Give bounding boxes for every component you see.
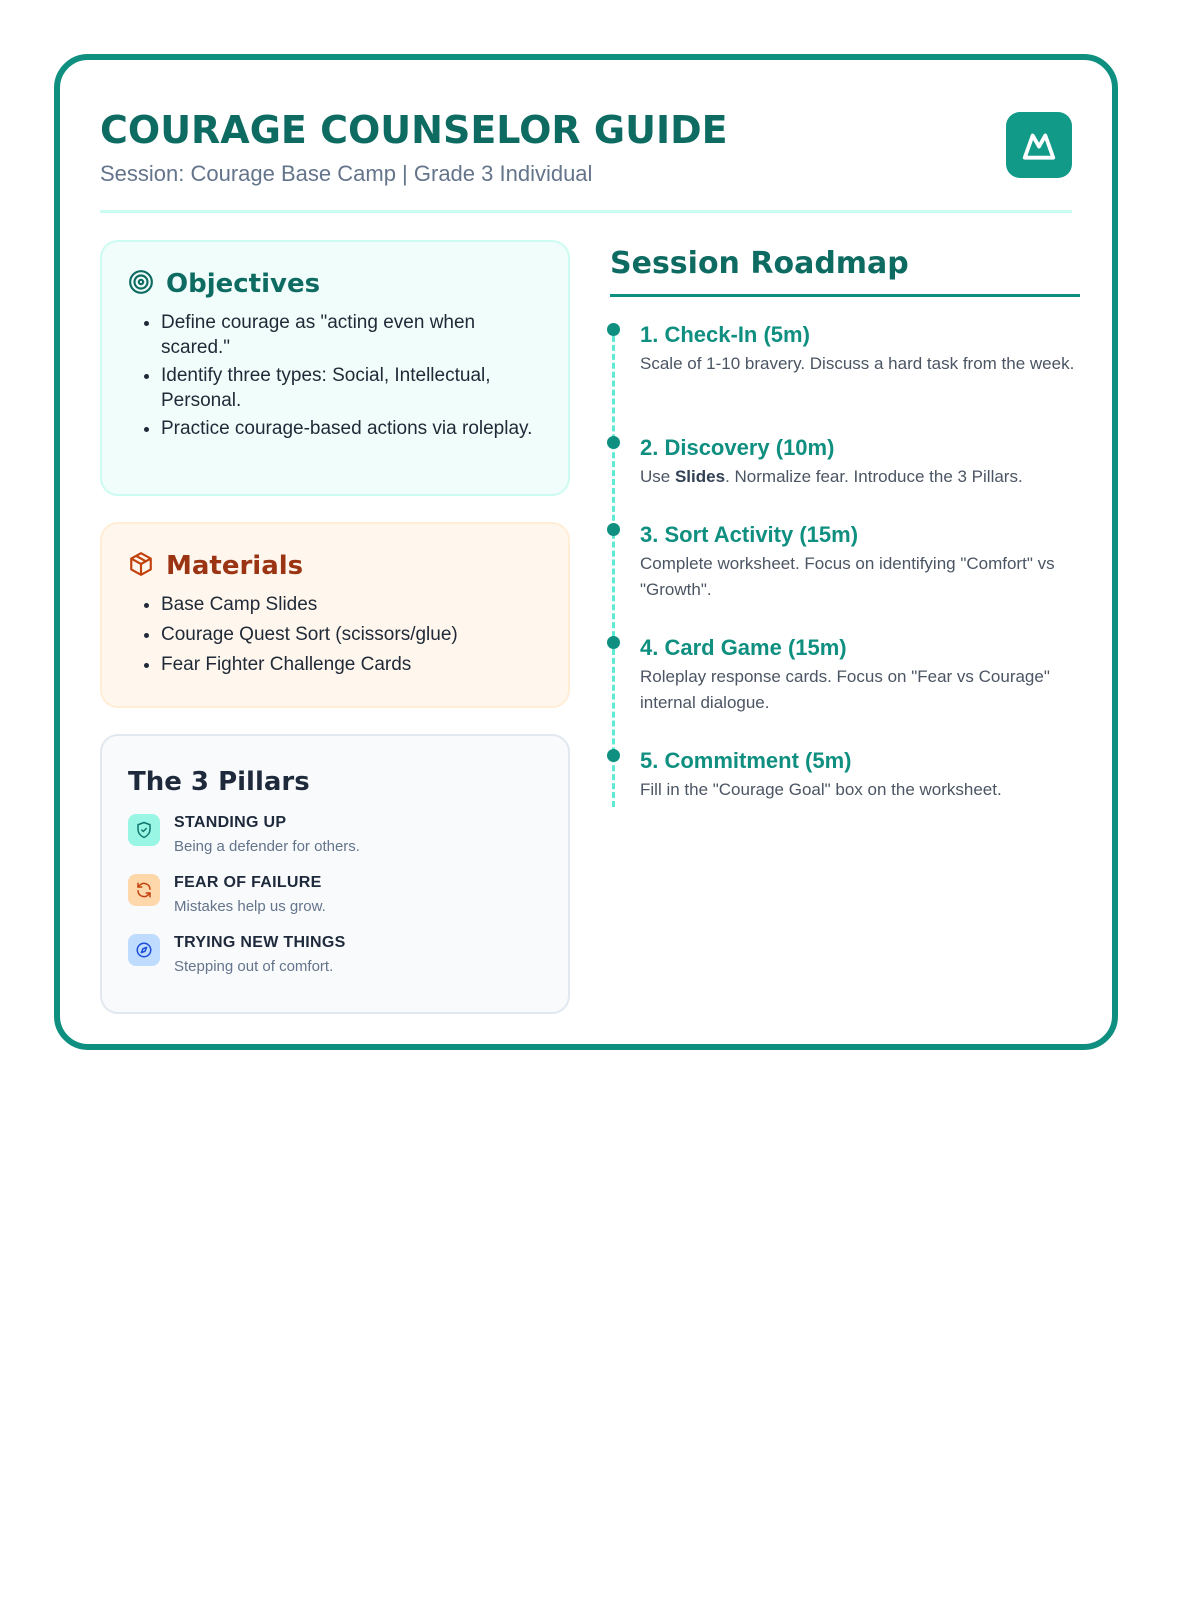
pillar-item: [128, 932, 542, 978]
pillar-desc: Being a defender for others.: [174, 838, 360, 855]
pillar-name: FEAR OF FAILURE: [174, 874, 322, 891]
step-desc: Complete worksheet. Focus on identifying "Comfort" vs "Growth".: [640, 554, 1055, 599]
timeline-dot: [607, 523, 620, 536]
shield-icon: [128, 814, 160, 846]
guide-card: [54, 54, 1118, 1050]
step-title: 1. Check-In (5m): [640, 322, 810, 347]
roadmap-timeline: [610, 321, 1080, 807]
step-title: 5. Commitment (5m): [640, 748, 852, 773]
target-icon: [128, 269, 154, 300]
roadmap-step: [610, 434, 1080, 521]
step-desc: Scale of 1-10 bravery. Discuss a hard task from the week.: [640, 354, 1075, 373]
pillar-name: STANDING UP: [174, 814, 287, 831]
list-item: • Courage Quest Sort (scissors/glue): [161, 622, 542, 647]
step-desc-text: . Normalize fear. Introduce the 3 Pillars.: [725, 467, 1023, 486]
objectives-list: [128, 310, 542, 441]
roadmap-step: [610, 747, 1080, 807]
objectives-header: [128, 268, 542, 300]
materials-header: [128, 550, 542, 582]
roadmap-title: Session Roadmap: [610, 244, 1080, 297]
step-desc: [640, 464, 1080, 490]
pillar-desc: Stepping out of comfort.: [174, 958, 334, 975]
roadmap-step: [610, 521, 1080, 634]
list-item: • Fear Fighter Challenge Cards: [161, 652, 542, 677]
page-title: COURAGE COUNSELOR GUIDE: [100, 108, 728, 152]
pillar-item: [128, 872, 542, 918]
step-desc-text: Use: [640, 467, 675, 486]
list-item: • Base Camp Slides: [161, 592, 542, 617]
materials-list: [128, 592, 542, 677]
left-column: [100, 240, 570, 1040]
materials-panel: [100, 522, 570, 708]
compass-icon: [128, 934, 160, 966]
pillars-title: The 3 Pillars: [128, 767, 310, 797]
pillar-name: TRYING NEW THINGS: [174, 934, 346, 951]
header: [100, 108, 1072, 218]
timeline-dot: [607, 636, 620, 649]
step-title: 3. Sort Activity (15m): [640, 522, 859, 547]
header-divider: [100, 210, 1072, 213]
list-item: • Practice courage-based actions via roleplay.: [161, 416, 542, 441]
pillar-desc: Mistakes help us grow.: [174, 898, 326, 915]
timeline-dot: [607, 749, 620, 762]
list-item: • Define courage as "acting even when scared.": [161, 310, 542, 360]
session-subtitle: Session: Courage Base Camp | Grade 3 Individual: [100, 161, 593, 186]
objectives-title: Objectives: [166, 269, 321, 299]
timeline-dot: [607, 436, 620, 449]
mountain-icon: [1006, 112, 1072, 178]
step-desc: Fill in the "Courage Goal" box on the worksheet.: [640, 780, 1002, 799]
roadmap-step: [610, 634, 1080, 747]
pillar-item: [128, 812, 542, 858]
step-title: 2. Discovery (10m): [640, 435, 835, 460]
box-icon: [128, 551, 154, 582]
step-title: 4. Card Game (15m): [640, 635, 847, 660]
objectives-panel: [100, 240, 570, 496]
timeline-dot: [607, 323, 620, 336]
pillars-panel: [100, 734, 570, 1014]
list-item: • Identify three types: Social, Intellectual, Personal.: [161, 363, 542, 413]
roadmap-step: [610, 321, 1080, 434]
right-column: [610, 240, 1080, 807]
materials-title: Materials: [166, 551, 304, 581]
refresh-icon: [128, 874, 160, 906]
step-desc-emphasis: Slides: [674, 467, 726, 486]
step-desc: Roleplay response cards. Focus on "Fear vs Courage" internal dialogue.: [640, 667, 1050, 712]
